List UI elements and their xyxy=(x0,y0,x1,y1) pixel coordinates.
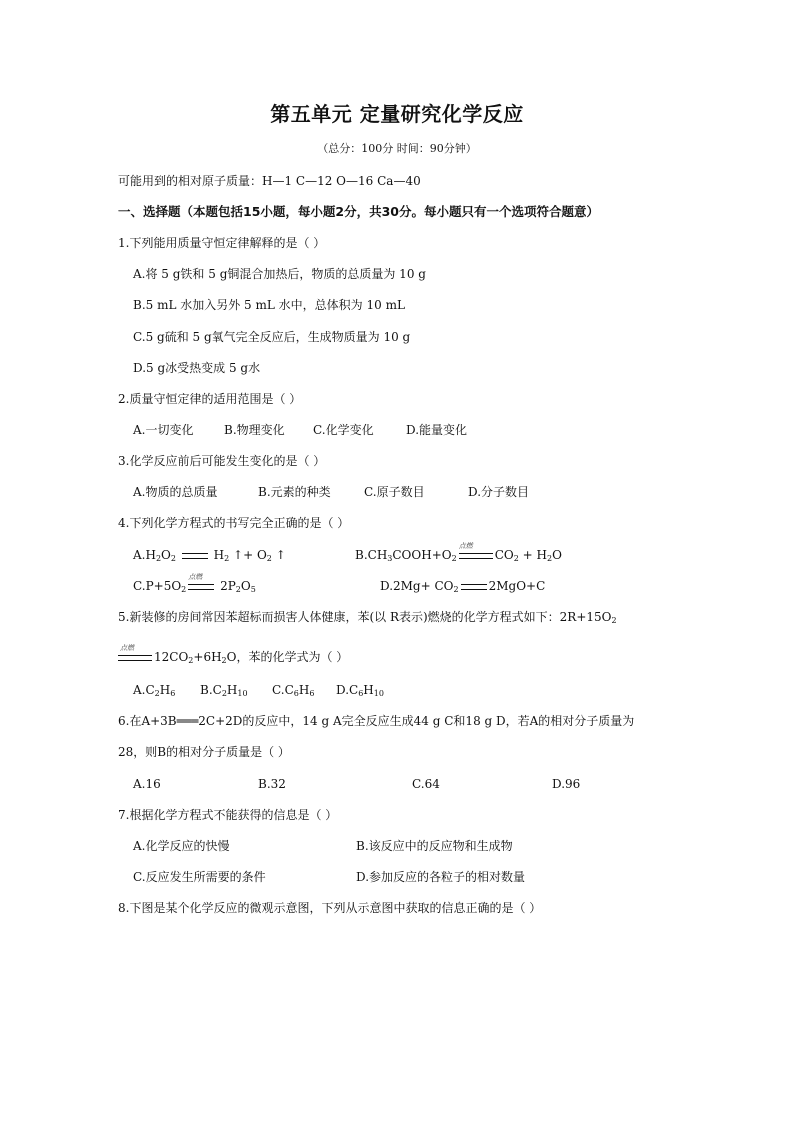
question-5-option-b: $B.C_2H_{10}$ xyxy=(200,683,248,698)
question-3-option-c: C.原子数目 xyxy=(364,485,425,499)
question-4-option-d: $D.2Mg+ CO_2$ 2MgO+C xyxy=(380,579,546,594)
question-1-option-b: B.5 mL 水加入另外 5 mL 水中，总体积为 10 mL xyxy=(133,298,405,312)
equals-sign xyxy=(182,553,208,559)
question-6-option-a: A.16 xyxy=(133,777,161,791)
question-3-option-b: B.元素的种类 xyxy=(258,485,331,499)
question-5-stem-line-2: 点燃 $12CO_2+6H_2O$，苯的化学式为（ ） xyxy=(118,649,348,665)
question-2-option-b: B.物理变化 xyxy=(224,423,285,437)
question-3-option-d: D.分子数目 xyxy=(468,485,530,499)
question-2-stem: 2.质量守恒定律的适用范围是（ ） xyxy=(118,392,302,406)
question-3-stem: 3.化学反应前后可能发生变化的是（ ） xyxy=(118,454,326,468)
question-4-stem: 4.下列化学方程式的书写完全正确的是（ ） xyxy=(118,516,350,530)
score-info: （总分：100分 时间：90分钟） xyxy=(317,142,477,155)
question-2-option-c: C.化学变化 xyxy=(313,423,374,437)
ignite-condition: 点燃 xyxy=(120,644,134,652)
question-5-option-d: $D.C_6H_{10}$ xyxy=(336,683,384,698)
question-8-stem: 8.下图是某个化学反应的微观示意图，下列从示意图中获取的信息正确的是（ ） xyxy=(118,901,542,915)
question-1-option-c: C.5 g硫和 5 g氧气完全反应后，生成物质量为 10 g xyxy=(133,330,411,344)
question-5-option-a: $A.C_2H_6$ xyxy=(133,683,176,698)
question-7-stem: 7.根据化学方程式不能获得的信息是（ ） xyxy=(118,808,338,822)
question-1-option-a: A.将 5 g铁和 5 g铜混合加热后，物质的总质量为 10 g xyxy=(133,267,426,281)
question-6-option-c: C.64 xyxy=(412,777,440,791)
question-7-option-c: C.反应发生所需要的条件 xyxy=(133,870,266,884)
question-7-option-b: B.该反应中的反应物和生成物 xyxy=(356,839,513,853)
question-6-option-b: B.32 xyxy=(258,777,286,791)
atomic-mass-line: 可能用到的相对原子质量：H—1 C—12 O—16 Ca—40 xyxy=(118,174,421,188)
question-2-option-d: D.能量变化 xyxy=(406,423,468,437)
question-4-option-b: $B.CH_3COOH+O_2$ 点燃 $CO_2 + H_2O$ xyxy=(355,547,562,563)
question-6-stem-line-1: 6.在A+3B═══2C+2D的反应中，14 g A完全反应生成44 g C和18 g D，若A的相对分子质量为 xyxy=(118,714,635,728)
page-title: 第五单元 定量研究化学反应 xyxy=(270,102,524,126)
question-5-stem-line-1: 5.新装修的房间常因苯超标而损害人体健康，苯(以 R表示)燃烧的化学方程式如下：$2R+15O_2$ xyxy=(118,610,617,625)
question-2-option-a: A.一切变化 xyxy=(133,423,194,437)
equals-sign xyxy=(461,584,487,590)
question-7-option-d: D.参加反应的各粒子的相对数量 xyxy=(356,870,526,884)
question-4-option-a: $A.H_2O_2$ $H_2$ ↑+ $O_2$ ↑ xyxy=(133,548,286,563)
ignite-condition: 点燃 xyxy=(188,573,203,581)
question-4-option-c: $C.P+5O_2$ 点燃 $2P_2O_5$ xyxy=(133,578,256,594)
question-3-option-a: A.物质的总质量 xyxy=(133,485,218,499)
question-7-option-a: A.化学反应的快慢 xyxy=(133,839,230,853)
ignite-condition: 点燃 xyxy=(458,542,473,550)
question-6-stem-line-2: 28，则B的相对分子质量是（ ） xyxy=(118,745,290,759)
question-1-option-d: D.5 g冰受热变成 5 g水 xyxy=(133,361,261,375)
question-1-stem: 1.下列能用质量守恒定律解释的是（ ） xyxy=(118,236,326,250)
section-1-heading: 一、选择题（本题包括15小题，每小题2分，共30分。每小题只有一个选项符合题意） xyxy=(118,204,599,219)
question-5-option-c: $C.C_6H_6$ xyxy=(272,683,315,698)
question-6-option-d: D.96 xyxy=(552,777,581,791)
